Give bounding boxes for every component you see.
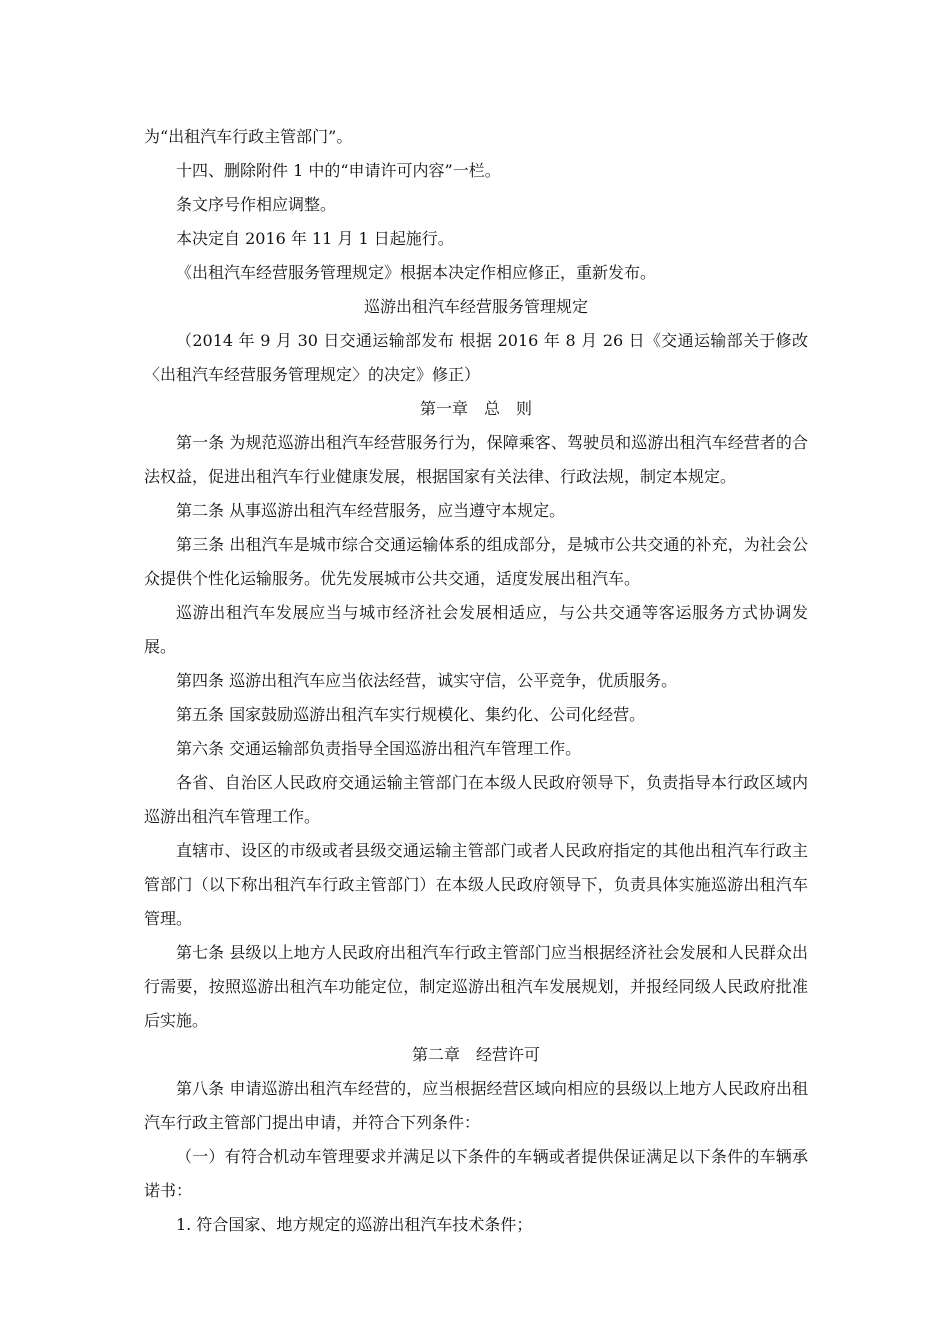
chapter-heading: 第一章 总 则	[419, 399, 532, 418]
paragraph: 巡游出租汽车发展应当与城市经济社会发展相适应，与公共交通等客运服务方式协调发展。	[144, 603, 808, 656]
article-paragraph: 第六条 交通运输部负责指导全国巡游出租汽车管理工作。	[176, 739, 582, 758]
paragraph: 为“出租汽车行政主管部门”。	[144, 127, 353, 146]
list-item: 1. 符合国家、地方规定的巡游出租汽车技术条件；	[176, 1215, 533, 1234]
article-paragraph: 第七条 县级以上地方人民政府出租汽车行政主管部门应当根据经济社会发展和人民群众出行需要，按照巡游出租汽车功能定位，制定巡游出租汽车发展规划，并报经同级人民政府批准后实施。	[144, 943, 808, 1030]
article-paragraph: 第一条 为规范巡游出租汽车经营服务行为，保障乘客、驾驶员和巡游出租汽车经营者的合法权益，促进出租汽车行业健康发展，根据国家有关法律、行政法规，制定本规定。	[144, 433, 808, 486]
article-paragraph: 第二条 从事巡游出租汽车经营服务，应当遵守本规定。	[176, 501, 566, 520]
article-paragraph: 第四条 巡游出租汽车应当依法经营，诚实守信，公平竞争，优质服务。	[176, 671, 678, 690]
paragraph: 十四、删除附件 1 中的“申请许可内容”一栏。	[176, 161, 501, 180]
regulation-title: 巡游出租汽车经营服务管理规定	[363, 297, 588, 316]
paragraph: 条文序号作相应调整。	[176, 195, 337, 214]
article-paragraph: 第八条 申请巡游出租汽车经营的，应当根据经营区域向相应的县级以上地方人民政府出租汽车行政主管部门提出申请，并符合下列条件：	[144, 1079, 808, 1132]
paragraph: 本决定自 2016 年 11 月 1 日起施行。	[176, 229, 454, 248]
chapter-heading: 第二章 经营许可	[411, 1045, 540, 1064]
regulation-note: （2014 年 9 月 30 日交通运输部发布 根据 2016 年 8 月 26 日《交通运输部关于修改〈出租汽车经营服务管理规定〉的决定》修正）	[144, 331, 808, 384]
list-item: （一）有符合机动车管理要求并满足以下条件的车辆或者提供保证满足以下条件的车辆承诺书：	[144, 1147, 808, 1200]
paragraph: 《出租汽车经营服务管理规定》根据本决定作相应修正，重新发布。	[176, 263, 657, 282]
article-paragraph: 第三条 出租汽车是城市综合交通运输体系的组成部分，是城市公共交通的补充，为社会公众提供个性化运输服务。优先发展城市公共交通，适度发展出租汽车。	[144, 535, 808, 588]
paragraph: 各省、自治区人民政府交通运输主管部门在本级人民政府领导下，负责指导本行政区域内巡游出租汽车管理工作。	[144, 773, 808, 826]
article-paragraph: 第五条 国家鼓励巡游出租汽车实行规模化、集约化、公司化经营。	[176, 705, 646, 724]
paragraph: 直辖市、设区的市级或者县级交通运输主管部门或者人民政府指定的其他出租汽车行政主管部门（以下称出租汽车行政主管部门）在本级人民政府领导下，负责具体实施巡游出租汽车管理。	[144, 841, 808, 928]
document-body	[144, 120, 808, 1242]
